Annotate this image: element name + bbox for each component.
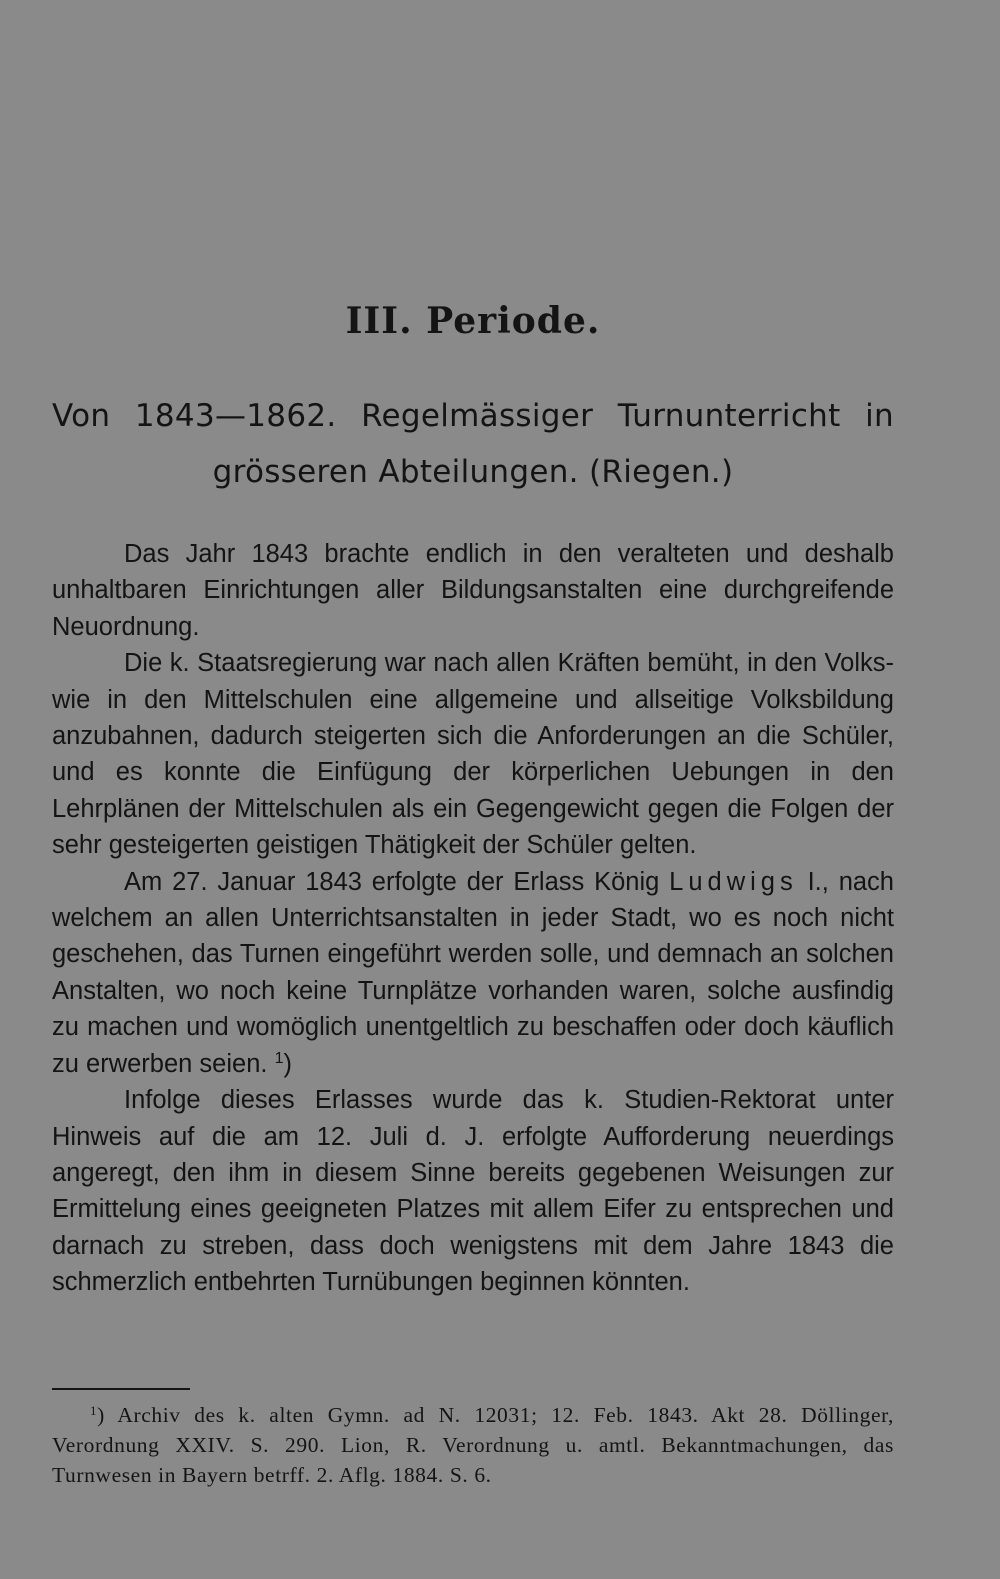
chapter-subtitle <box>52 388 894 500</box>
footnote-marker-close: ) <box>97 1403 105 1427</box>
subtitle-line-1: Von 1843—1862. Regelmässiger Turnunterricht in <box>52 398 894 434</box>
paragraph-4: Infolge dieses Erlasses wurde das k. Studien-Rektorat unter Hinweis auf die am 12. Juli d. J. erfolgte Aufforderung neuerdings angeregt, den ihm in diesem Sinne bereits gegebenen Weisungen zur Ermittelung eines geeigneten Platzes mit allem Eifer zu entsprechen und darnach zu streben, dass doch wenigstens mit dem Jahre 1843 die schmerzlich entbehrten Turnübungen beginnen könnten. <box>52 1086 894 1297</box>
paragraph-3-text-after: I., nach welchem an allen Unterrichtsanstalten in jeder Stadt, wo es noch nicht geschehen, das Turnen eingeführt werden solle, und demnach an solchen Anstalten, wo noch keine Turnplätze vorhanden waren, solche ausfindig zu machen und womöglich unentgeltlich zu beschaffen oder doch käuflich zu erwerben seien. <box>52 867 894 1078</box>
book-page <box>52 0 894 1579</box>
subtitle-line-2: grösseren Abteilungen. (Riegen.) <box>212 454 734 490</box>
footnote-text: Archiv des k. alten Gymn. ad N. 12031; 12. Feb. 1843. Akt 28. Döllinger, Verordnung XXIV. S. 290. Lion, R. Verordnung u. amtl. Bekanntmachungen, das Turnwesen in Bayern betrff. 2. Aflg. 1884. S. 6. <box>52 1403 894 1487</box>
footnote-divider <box>52 1388 190 1390</box>
paragraph-1: Das Jahr 1843 brachte endlich in den veralteten und deshalb unhaltbaren Einrichtungen aller Bildungsanstalten eine durchgreifende Neuordnung. <box>52 540 894 641</box>
footnote <box>52 1400 894 1490</box>
paragraph-2: Die k. Staatsregierung war nach allen Kräften bemüht, in den Volks- wie in den Mittelschulen eine allgemeine und allseitige Volksbildung anzubahnen, dadurch steigerten sich die Anforderungen an die Schüler, und es konnte die Einfügung der körperlichen Uebungen in den Lehrplänen der Mittelschulen als ein Gegengewicht gegen die Folgen der sehr gesteigerten geistigen Thätigkeit der Schüler gelten. <box>52 649 894 860</box>
paragraph-3 <box>52 864 894 1082</box>
footnote-reference-close: ) <box>283 1049 292 1078</box>
footnote-marker: 1 <box>90 1403 98 1418</box>
paragraph-3-text-before: Am 27. Januar 1843 erfolgte der Erlass König <box>124 867 660 896</box>
body-text <box>52 536 894 1301</box>
footnote-text-block <box>52 1400 894 1490</box>
footnote-reference: 1 <box>274 1049 284 1067</box>
spaced-name-ludwigs: Ludwigs <box>669 867 798 896</box>
chapter-title: III. Periode. <box>345 300 601 342</box>
